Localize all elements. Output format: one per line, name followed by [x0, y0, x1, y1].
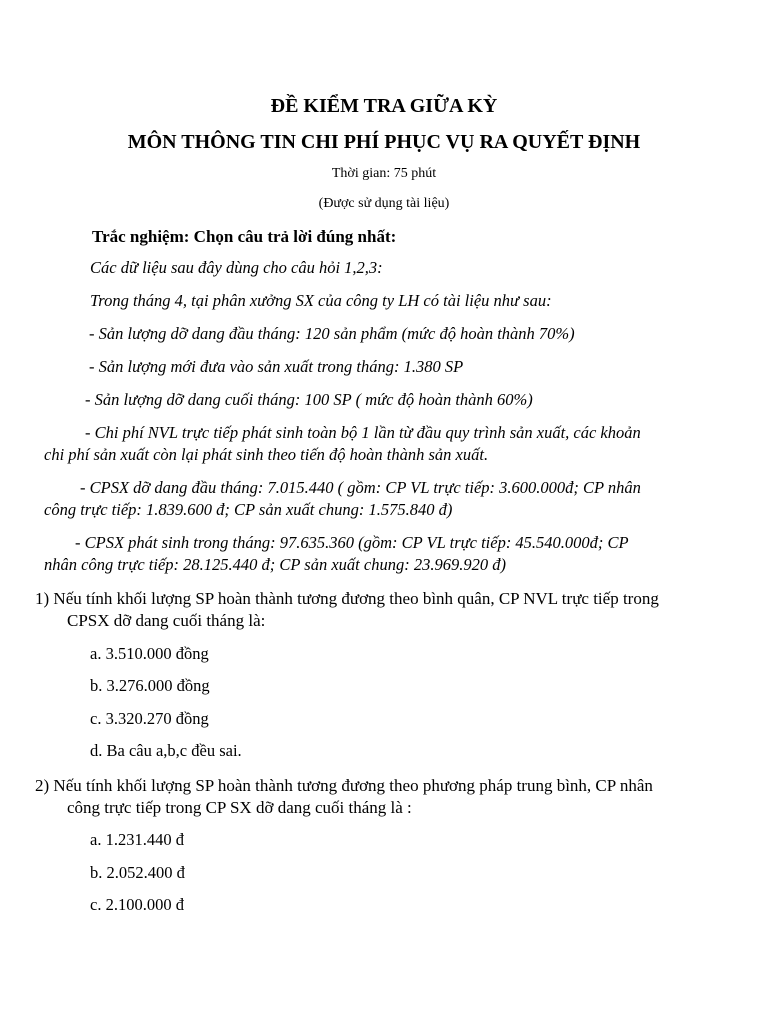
intro-line: công trực tiếp: 1.839.600 đ; CP sản xuất chung: 1.575.840 đ) — [44, 500, 453, 519]
intro-line: Các dữ liệu sau đây dùng cho câu hỏi 1,2,3: — [90, 258, 383, 277]
time-limit: Thời gian: 75 phút — [331, 166, 437, 181]
question-1-option-b: b. 3.276.000 đồng — [90, 676, 210, 695]
question-2-option-a: a. 1.231.440 đ — [90, 830, 184, 849]
exam-title: ĐỀ KIỂM TRA GIỮA KỲ — [270, 95, 498, 117]
intro-line: chi phí sản xuất còn lại phát sinh theo tiến độ hoàn thành sản xuất. — [44, 445, 489, 464]
question-1-text: 1) Nếu tính khối lượng SP hoàn thành tương đương theo bình quân, CP NVL trực tiếp trong — [35, 589, 659, 608]
intro-line: - Chi phí NVL trực tiếp phát sinh toàn bộ 1 lần từ đầu quy trình sản xuất, các khoản — [85, 423, 641, 442]
question-2-text: 2) Nếu tính khối lượng SP hoàn thành tương đương theo phương pháp trung bình, CP nhân — [35, 776, 653, 795]
question-2-option-b: b. 2.052.400 đ — [90, 863, 185, 882]
intro-line: - Sản lượng mới đưa vào sản xuất trong tháng: 1.380 SP — [89, 357, 464, 376]
intro-line: - CPSX phát sinh trong tháng: 97.635.360 (gồm: CP VL trực tiếp: 45.540.000đ; CP — [75, 533, 629, 552]
question-1-option-a: a. 3.510.000 đồng — [90, 644, 209, 663]
intro-line: nhân công trực tiếp: 28.125.440 đ; CP sản xuất chung: 23.969.920 đ) — [44, 555, 506, 574]
question-2-text-cont: công trực tiếp trong CP SX dỡ dang cuối tháng là : — [67, 798, 412, 817]
subject-title: MÔN THÔNG TIN CHI PHÍ PHỤC VỤ RA QUYẾT ĐỊNH — [127, 131, 641, 153]
intro-line: - Sản lượng dỡ dang đầu tháng: 120 sản phẩm (mức độ hoàn thành 70%) — [89, 324, 575, 343]
question-1-option-c: c. 3.320.270 đồng — [90, 709, 209, 728]
intro-line: Trong tháng 4, tại phân xưởng SX của công ty LH có tài liệu như sau: — [90, 291, 552, 310]
materials-note: (Được sử dụng tài liệu) — [318, 196, 450, 211]
question-1-text-cont: CPSX dỡ dang cuối tháng là: — [67, 611, 266, 630]
intro-line: - CPSX dỡ dang đầu tháng: 7.015.440 ( gồm: CP VL trực tiếp: 3.600.000đ; CP nhân — [80, 478, 641, 497]
section-heading: Trắc nghiệm: Chọn câu trả lời đúng nhất: — [92, 227, 397, 246]
intro-line: - Sản lượng dỡ dang cuối tháng: 100 SP ( mức độ hoàn thành 60%) — [85, 390, 533, 409]
question-1-option-d: d. Ba câu a,b,c đều sai. — [90, 741, 242, 760]
question-2-option-c: c. 2.100.000 đ — [90, 895, 184, 914]
